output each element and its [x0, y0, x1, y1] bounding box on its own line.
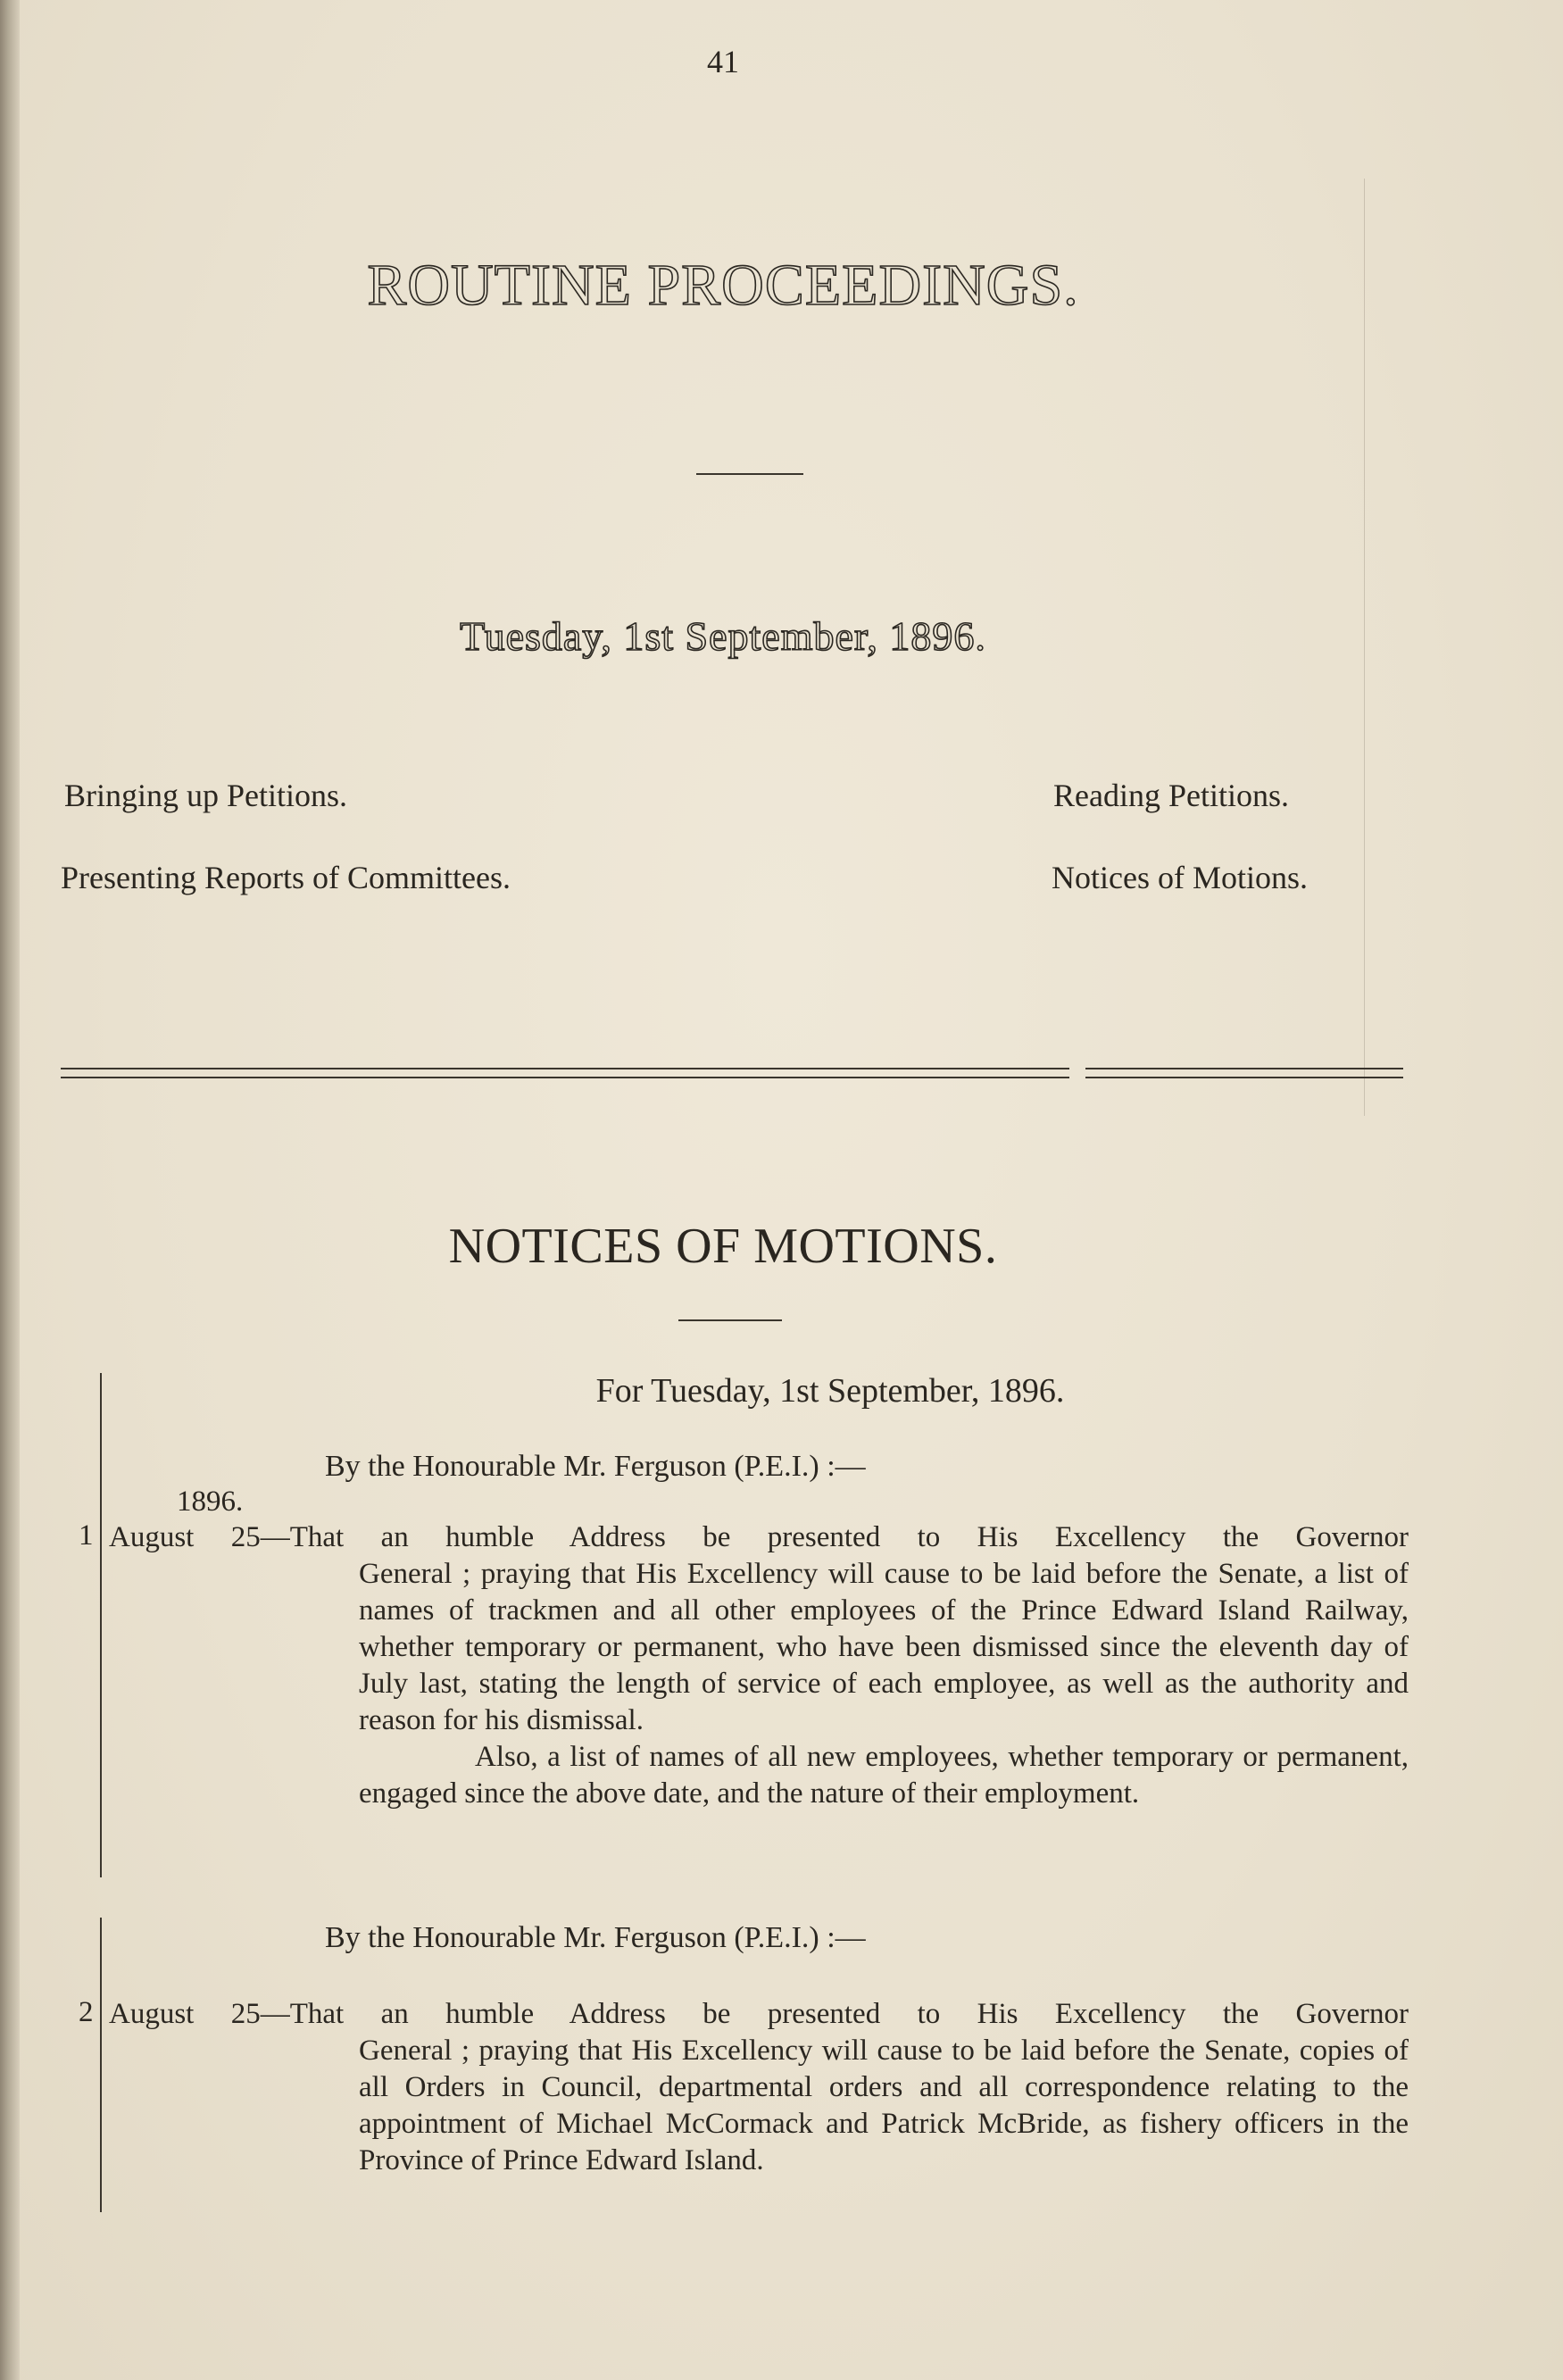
- motion-2-body: General ; praying that His Excellency will cause to be laid before the Senate, copies of all Orders in Council, departmental orders and all correspondence relating to the appointment of Michael McCormack and Patrick McBride, as fishery officers in the Province of Prince Edward Island.: [359, 2035, 1409, 2176]
- proceeding-presenting-reports: Presenting Reports of Committees.: [61, 860, 511, 895]
- routine-proceedings-title: ROUTINE PROCEEDINGS.: [367, 253, 1079, 318]
- motion-2-mover: By the Honourable Mr. Ferguson (P.E.I.) :—: [325, 1921, 866, 1954]
- motion-year: 1896.: [177, 1485, 244, 1518]
- section-divider-right: [1085, 1068, 1403, 1078]
- proceeding-reading-petitions: Reading Petitions.: [1053, 778, 1289, 813]
- motion-1-body: General ; praying that His Excellency will cause to be laid before the Senate, a list of names of trackmen and all other employees of the Prince Edward Island Railway, whether temporary or permanent, who have been dismissed since the eleventh day of July last, stating the length of service of each employee, as well as the authority and reason for his dismissal.: [359, 1558, 1409, 1736]
- section-divider-left: [61, 1068, 1069, 1078]
- motion-2-text: [109, 1996, 1409, 2179]
- proceeding-bringing-up-petitions: Bringing up Petitions.: [64, 778, 348, 813]
- motion-2-number: 2: [79, 1996, 94, 2028]
- title-rule: [696, 473, 803, 475]
- notices-of-motions-title: NOTICES OF MOTIONS.: [448, 1219, 998, 1274]
- proceeding-notices-of-motions: Notices of Motions.: [1052, 860, 1308, 895]
- motion-1-number: 1: [79, 1519, 94, 1552]
- motion-2-lead: August 25—That an humble Address be presented to His Excellency the Governor: [109, 1998, 1409, 2030]
- notices-rule: [678, 1319, 782, 1321]
- margin-rule-2: [100, 1918, 102, 2212]
- motion-1-mover: By the Honourable Mr. Ferguson (P.E.I.) :—: [325, 1450, 866, 1483]
- margin-rule-1: [100, 1373, 102, 1877]
- page-number: 41: [707, 44, 739, 79]
- binding-edge: [0, 0, 20, 2380]
- motion-1-text: [109, 1519, 1409, 1812]
- motion-1-also: Also, a list of names of all new employees, whether temporary or permanent, engaged since the above date, and the nature of their employment.: [359, 1741, 1409, 1810]
- for-date-heading: For Tuesday, 1st September, 1896.: [595, 1372, 1065, 1410]
- motion-1-lead: August 25—That an humble Address be presented to His Excellency the Governor: [109, 1521, 1409, 1553]
- session-date: Tuesday, 1st September, 1896.: [460, 613, 986, 659]
